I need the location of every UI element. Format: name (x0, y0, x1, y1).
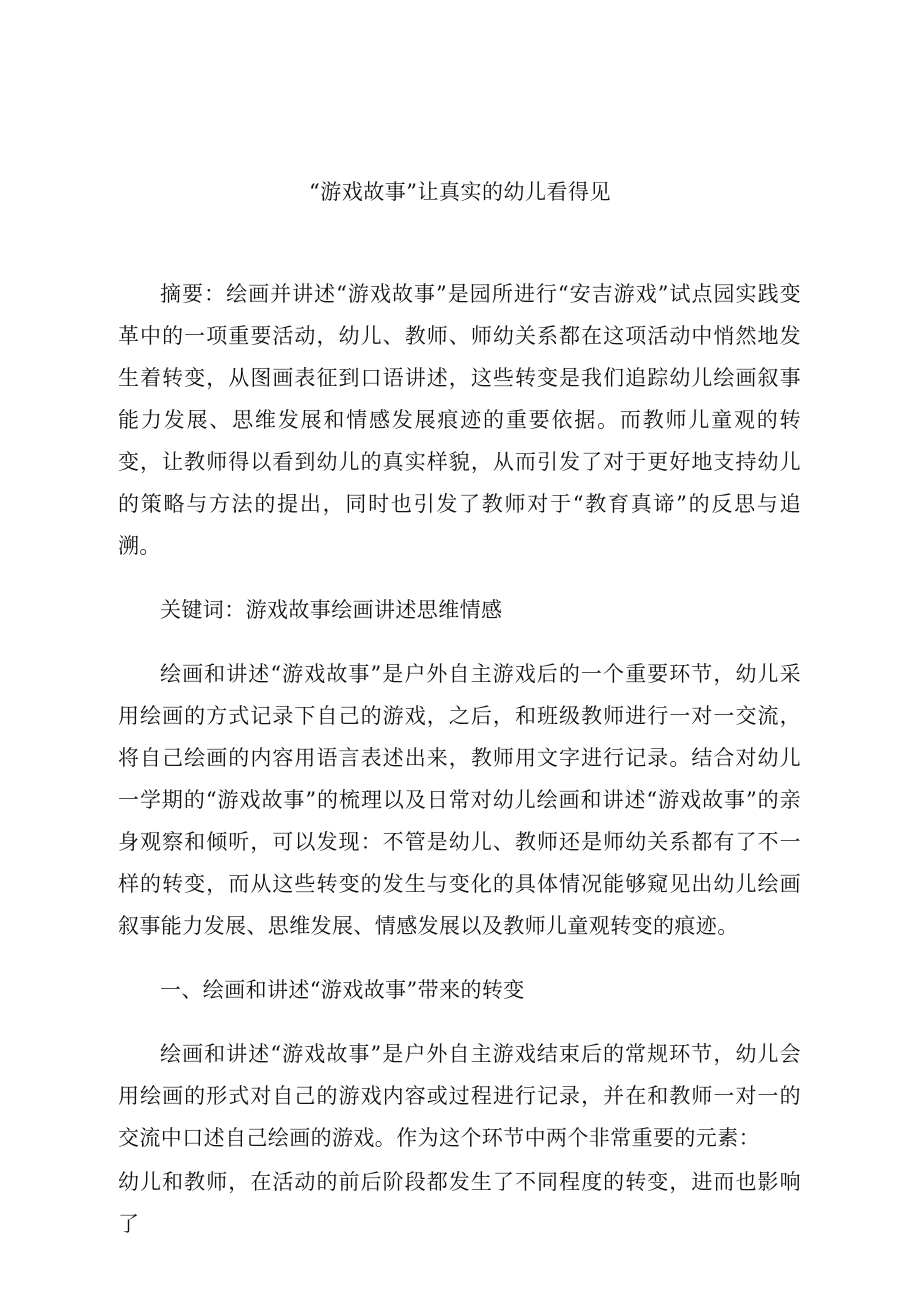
body-paragraph-3: 幼儿和教师，在活动的前后阶段都发生了不同程度的转变，进而也影响了 (118, 1170, 801, 1236)
abstract-paragraph: 摘要：绘画并讲述“游戏故事”是园所进行“安吉游戏”试点园实践变革中的一项重要活动，幼儿、教师、师幼关系都在这项活动中悄然地发生着转变，从图画表征到口语讲述，这些转变是我们追踪幼儿绘画叙事能力发展、思维发展和情感发展痕迹的重要依据。而教师儿童观的转变，让教师得以看到幼儿的真实样貌，从而引发了对于更好地支持幼儿的策略与方法的提出，同时也引发了教师对于“教育真谛”的反思与追溯。 (118, 282, 801, 558)
document-body (118, 273, 801, 1267)
body-paragraph-1: 绘画和讲述“游戏故事”是户外自主游戏后的一个重要环节，幼儿采用绘画的方式记录下自己的游戏，之后，和班级教师进行一对一交流，将自己绘画的内容用语言表述出来，教师用文字进行记录。结合对幼儿一学期的“游戏故事”的梳理以及日常对幼儿绘画和讲述“游戏故事”的亲身观察和倾听，可以发现：不管是幼儿、教师还是师幼关系都有了不一样的转变，而从这些转变的发生与变化的具体情况能够窥见出幼儿绘画叙事能力发展、思维发展、情感发展以及教师儿童观转变的痕迹。 (118, 662, 801, 938)
section-heading-1: 一、绘画和讲述“游戏故事”带来的转变 (160, 978, 525, 1002)
keywords-line: 关键词：游戏故事绘画讲述思维情感 (160, 598, 503, 622)
body-paragraph-2: 绘画和讲述“游戏故事”是户外自主游戏结束后的常规环节，幼儿会用绘画的形式对自己的游戏内容或过程进行记录，并在和教师一对一的交流中口述自己绘画的游戏。作为这个环节中两个非常重要的元素： (118, 1042, 801, 1150)
document-title: “游戏故事”让真实的幼儿看得见 (309, 180, 611, 204)
